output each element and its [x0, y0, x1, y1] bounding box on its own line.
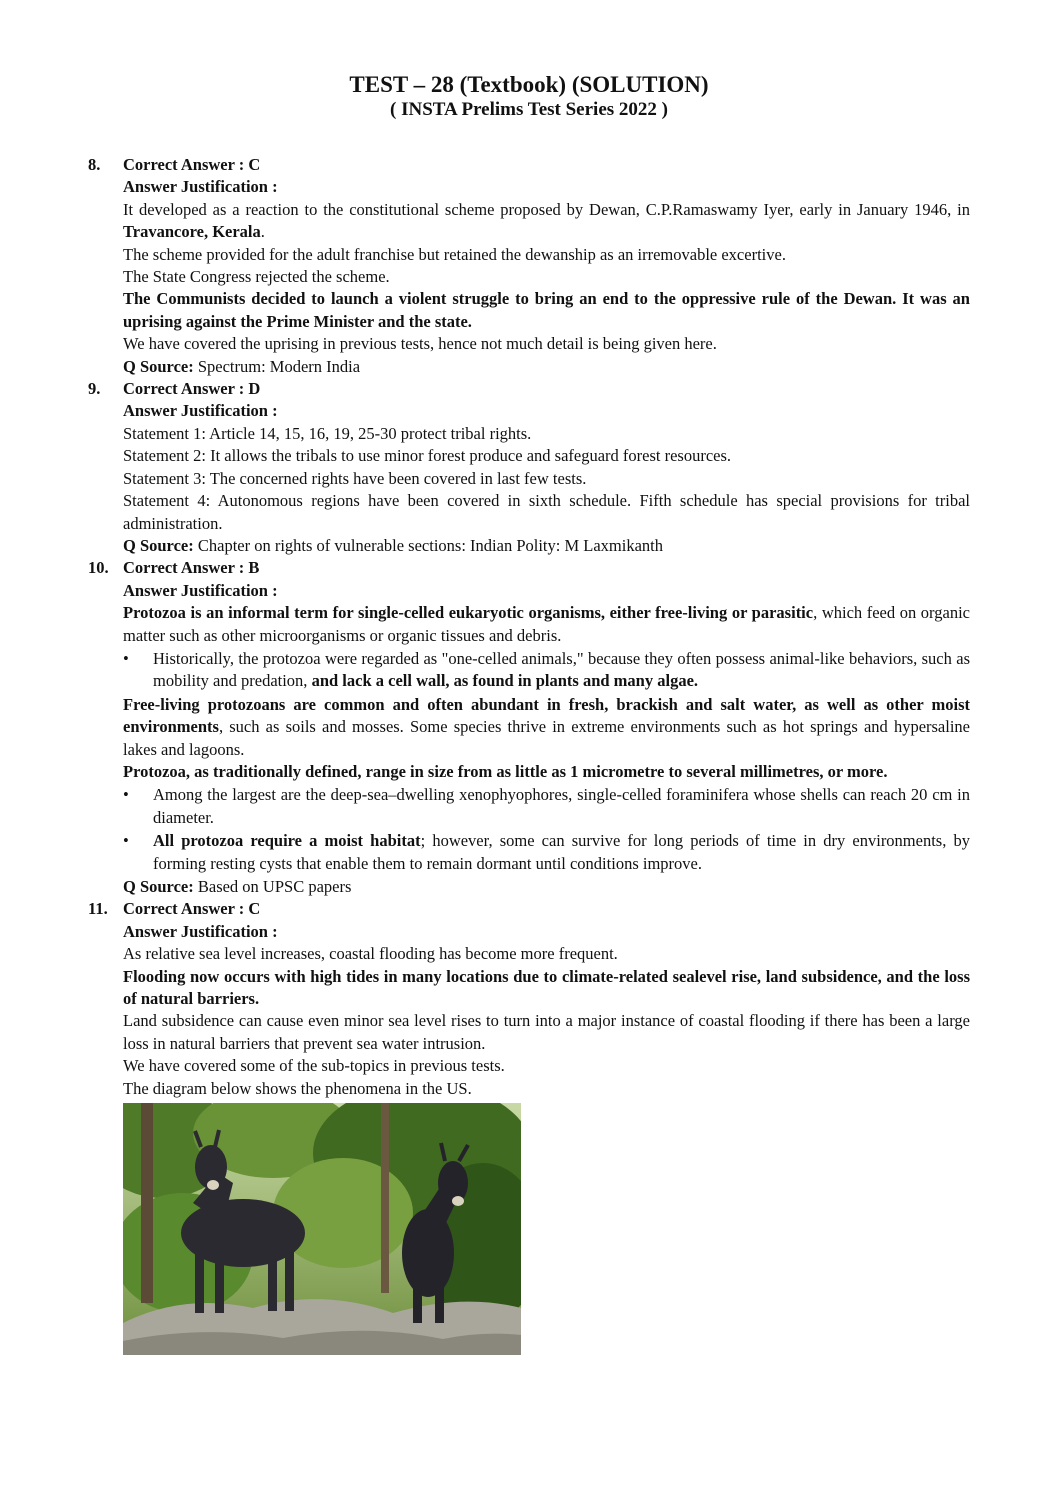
- question-9: [88, 378, 970, 557]
- correct-answer: Correct Answer : B: [123, 558, 260, 578]
- bullet-icon: •: [123, 831, 129, 851]
- question-source: Q Source: Based on UPSC papers: [123, 877, 352, 896]
- answer-justification-label: Answer Justification :: [123, 580, 278, 600]
- bullet-item: • All protozoa require a moist habitat; however, some can survive for long periods of time in dry environments, by forming resting cysts that enable them to remain dormant until conditions improve.: [123, 831, 970, 873]
- paragraph: Protozoa is an informal term for single-celled eukaryotic organisms, either free-living or parasitic, which feed on organic matter such as other microorganisms or organic tissues and debris.: [123, 603, 970, 645]
- paragraph: The Communists decided to launch a violent struggle to bring an end to the oppressive rule of the Dewan. It was an uprising against the Prime Minister and the state.: [123, 289, 970, 331]
- paragraph: We have covered the uprising in previous tests, hence not much detail is being given here.: [123, 334, 717, 354]
- bullet-icon: •: [123, 648, 129, 668]
- paragraph: Land subsidence can cause even minor sea level rises to turn into a major instance of coastal flooding if there has been a large loss in natural barriers that prevent sea water intrusion.: [123, 1011, 970, 1053]
- solutions-content: [88, 154, 970, 1355]
- statement: Statement 3: The concerned rights have been covered in last few tests.: [123, 468, 587, 488]
- question-number: 10.: [88, 558, 109, 578]
- paragraph: It developed as a reaction to the constitutional scheme proposed by Dewan, C.P.Ramaswamy Iyer, early in January 1946, in Travancore, Kerala.: [123, 199, 970, 242]
- question-8: [88, 154, 970, 378]
- statement: Statement 2: It allows the tribals to use minor forest produce and safeguard forest resources.: [123, 446, 732, 466]
- answer-justification-label: Answer Justification :: [123, 177, 278, 197]
- correct-answer: Correct Answer : C: [123, 899, 261, 919]
- page-subtitle: ( INSTA Prelims Test Series 2022 ): [390, 99, 668, 120]
- question-number: 9.: [88, 379, 101, 399]
- question-number: 8.: [88, 155, 101, 174]
- paragraph: The diagram below shows the phenomena in the US.: [123, 1078, 472, 1098]
- question-number: 11.: [88, 899, 108, 919]
- paragraph: As relative sea level increases, coastal flooding has become more frequent.: [123, 944, 618, 964]
- correct-answer: Correct Answer : C: [123, 155, 261, 174]
- statement: Statement 1: Article 14, 15, 16, 19, 25-30 protect tribal rights.: [123, 423, 532, 443]
- answer-justification-label: Answer Justification :: [123, 401, 278, 421]
- paragraph: Free-living protozoans are common and often abundant in fresh, brackish and salt water, as well as other moist environments, such as soils and mosses. Some species thrive in extreme environments such as hot springs and hypersaline lakes and lagoons.: [123, 694, 970, 759]
- question-source: Q Source: Spectrum: Modern India: [123, 356, 361, 376]
- question-11: [88, 898, 970, 1355]
- question-source: Q Source: Chapter on rights of vulnerable sections: Indian Polity: M Laxmikanth: [123, 535, 663, 555]
- bullet-icon: •: [123, 785, 129, 805]
- paragraph: Flooding now occurs with high tides in many locations due to climate-related sealevel rise, land subsidence, and the loss of natural barriers.: [123, 966, 970, 1009]
- paragraph: We have covered some of the sub-topics in previous tests.: [123, 1056, 505, 1076]
- bullet-item: • Among the largest are the deep-sea–dwelling xenophyophores, single-celled foraminifera whose shells can reach 20 cm in diameter.: [123, 785, 970, 827]
- answer-justification-label: Answer Justification :: [123, 921, 278, 941]
- paragraph: The scheme provided for the adult franchise but retained the dewanship as an irremovable excertive.: [123, 244, 786, 264]
- question-10: [88, 557, 970, 898]
- paragraph: The State Congress rejected the scheme.: [123, 267, 390, 287]
- statement: Statement 4: Autonomous regions have been covered in sixth schedule. Fifth schedule has special provisions for tribal administration.: [123, 491, 970, 533]
- paragraph: Protozoa, as traditionally defined, range in size from as little as 1 micrometre to several millimetres, or more.: [123, 761, 888, 781]
- bullet-item: • Historically, the protozoa were regarded as "one-celled animals," because they often possess animal-like behaviors, such as mobility and predation, and lack a cell wall, as found in plants and many algae.: [123, 648, 970, 691]
- correct-answer: Correct Answer : D: [123, 379, 261, 399]
- page-title: TEST – 28 (Textbook) (SOLUTION): [349, 72, 709, 97]
- serow-photo: [123, 1103, 521, 1355]
